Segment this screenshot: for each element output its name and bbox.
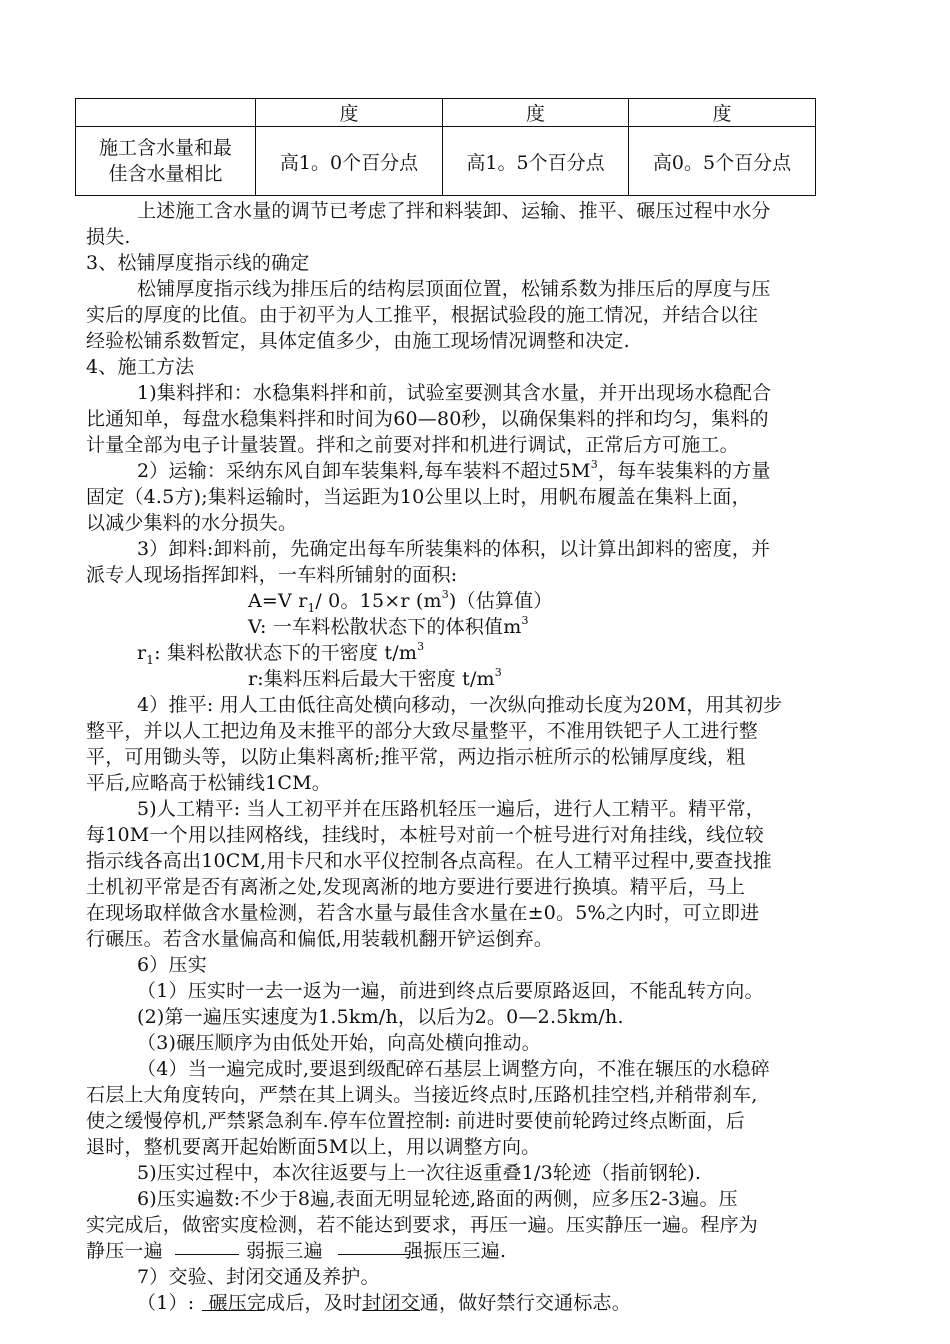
- paragraph-line: （3)碾压顺序为由低处开始，向高处横向推动。: [137, 1032, 541, 1054]
- paragraph-line: 退时，整机要离开起始断面5M以上，用以调整方向。: [86, 1136, 541, 1158]
- superscript: 3: [441, 587, 449, 601]
- paragraph-line: 6)压实遍数:不少于8遍,表面无明显轮迹,路面的两侧，应多压2-3遍。压: [137, 1188, 738, 1210]
- moisture-comparison-table: [75, 98, 816, 196]
- table-cell: 高1。0个百分点: [256, 127, 443, 196]
- paragraph-line: 指示线各高出10CM,用卡尺和水平仪控制各点高程。在人工精平过程中,要查找推: [86, 850, 772, 872]
- paragraph-line: 5)压实过程中，本次往返要与上一次往返重叠1/3轮迹（指前钢轮).: [137, 1162, 702, 1184]
- paragraph-line: [137, 1290, 631, 1316]
- table-header-row: [76, 99, 816, 127]
- table-header-cell: [76, 99, 256, 127]
- text-run: )（估算值）: [448, 590, 553, 612]
- superscript: 3: [494, 665, 502, 679]
- table-header-cell: 度: [443, 99, 629, 127]
- paragraph-line: 整平，并以人工把边角及末推平的部分大致尽量整平，不准用铁钯子人工进行整: [86, 720, 759, 742]
- text-run: 2）运输：采纳东风自卸车装集料,每车装料不超过5M: [137, 460, 591, 482]
- arrow-icon: [338, 1254, 410, 1255]
- row-label-cell: [76, 127, 256, 196]
- formula-line: [248, 588, 553, 614]
- paragraph-line: （1）压实时一去一返为一遍，前进到终点后要原路返回，不能乱转方向。: [137, 980, 764, 1002]
- row-label-line: 施工含水量和最: [98, 137, 232, 159]
- subscript: 1: [146, 652, 155, 667]
- paragraph-line: 石层上大角度转向，严禁在其上调头。当接近终点时,压路机挂空档,并稍带刹车,: [86, 1084, 758, 1106]
- paragraph-line: 损失.: [86, 226, 131, 248]
- formula-line: [248, 666, 502, 692]
- paragraph-line: (2)第一遍压实速度为1.5km/h，以后为2。0—2.5km/h.: [137, 1006, 624, 1028]
- text-run: ，每车装集料的方量: [597, 460, 771, 482]
- text-run: 静压一遍: [86, 1240, 163, 1262]
- text-run: : 集料松散状态下的干密度 t/m: [154, 642, 418, 664]
- paragraph-line: 5)人工精平: 当人工初平并在压路机轻压一遍后，进行人工精平。精平常，: [137, 798, 765, 820]
- row-label-line: 佳含水量相比: [108, 163, 223, 185]
- paragraph-line: 固定（4.5方);集料运输时，当运距为10公里以上时，用帆布履盖在集料上面，: [86, 486, 751, 508]
- section-heading: 4、施工方法: [86, 356, 195, 378]
- table-cell: 高1。5个百分点: [443, 127, 629, 196]
- table-row: [76, 127, 816, 196]
- paragraph-line: 经验松铺系数暂定，具体定值多少，由施工现场情况调整和决定.: [86, 330, 630, 352]
- superscript: 3: [521, 613, 529, 627]
- formula-line: [248, 614, 529, 640]
- table-header-cell: 度: [629, 99, 816, 127]
- text-run: （1）:: [137, 1292, 195, 1314]
- paragraph-line: 平后,应略高于松铺线1CM。: [86, 772, 331, 794]
- paragraph-line: 1)集料拌和：水稳集料拌和前，试验室要测其含水量，并开出现场水稳配合: [137, 382, 772, 404]
- text-run: / 0。15×r (m: [315, 590, 442, 612]
- text-run: 弱振三遍: [246, 1240, 323, 1262]
- paragraph-line: [86, 1238, 507, 1264]
- paragraph-line: 以减少集料的水分损失。: [86, 512, 298, 534]
- text-run: r: [137, 642, 147, 664]
- text-run: A=V r: [248, 590, 308, 612]
- paragraph-line: 使之缓慢停机,严禁紧急刹车.停车位置控制: 前进时要使前轮跨过终点断面，后: [86, 1110, 745, 1132]
- section-heading: 3、松铺厚度指示线的确定: [86, 252, 310, 274]
- superscript: 3: [590, 457, 598, 471]
- text-run: r:集料压料后最大干密度 t/m: [248, 668, 495, 690]
- paragraph-line: 计量全部为电子计量装置。拌和之前要对拌和机进行调试，正常后方可施工。: [86, 434, 739, 456]
- table-header-cell: 度: [256, 99, 443, 127]
- paragraph-line: 平，可用锄头等，以防止集料离析;推平常，两边指示桩所示的松铺厚度线，粗: [86, 746, 746, 768]
- paragraph-line: 实完成后，做密实度检测，若不能达到要求，再压一遍。压实静压一遍。程序为: [86, 1214, 759, 1236]
- subscript: 1: [307, 600, 316, 615]
- paragraph-line: 上述施工含水量的调节已考虑了拌和料装卸、运输、推平、碾压过程中水分: [137, 200, 771, 222]
- paragraph-line: 土机初平常是否有离淅之处,发现离淅的地方要进行要进行换填。精平后，马上: [86, 876, 746, 898]
- text-run: 强振压三遍.: [404, 1240, 507, 1262]
- paragraph-line: 4）推平: 用人工由低往高处横向移动，一次纵向推动长度为20M，用其初步: [137, 694, 783, 716]
- superscript: 3: [417, 639, 425, 653]
- paragraph-line: 在现场取样做含水量检测，若含水量与最佳含水量在±0。5%之内时，可立即进: [86, 902, 760, 924]
- paragraph-line: 派专人现场指挥卸料，一车料所铺射的面积:: [86, 564, 458, 586]
- paragraph-line: 行碾压。若含水量偏高和偏低,用装载机翻开铲运倒弃。: [86, 928, 554, 950]
- paragraph-line: 每10M一个用以挂网格线，挂线时，本桩号对前一个桩号进行对角挂线，线位较: [86, 824, 764, 846]
- paragraph-line: （4）当一遍完成时,要退到级配碎石基层上调整方向，不准在辗压的水稳碎: [137, 1058, 770, 1080]
- table-cell: 高0。5个百分点: [629, 127, 816, 196]
- paragraph-line: 松铺厚度指示线为排压后的结构层顶面位置，松铺系数为排压后的厚度与压: [137, 278, 771, 300]
- formula-line: [137, 640, 424, 666]
- paragraph-line: 实后的厚度的比值。由于初平为人工推平，根据试验段的施工情况，并结合以往: [86, 304, 759, 326]
- paragraph-line: 3）卸料:卸料前，先确定出每车所装集料的体积，以计算出卸料的密度，并: [137, 538, 771, 560]
- text-run: 碾压完成后，及时封闭交通，做好禁行交通标志。: [208, 1292, 631, 1314]
- arrow-icon: [362, 1310, 420, 1311]
- section-heading: 7）交验、封闭交通及养护。: [137, 1266, 380, 1288]
- paragraph-line: 比通知单，每盘水稳集料拌和时间为60—80秒，以确保集料的拌和均匀，集料的: [86, 408, 769, 430]
- text-run: V: 一车料松散状态下的体积值m: [248, 616, 522, 638]
- arrow-icon: [175, 1254, 239, 1255]
- section-heading: 6）压实: [137, 954, 207, 976]
- paragraph-line: [137, 458, 771, 484]
- arrow-icon: [202, 1310, 264, 1311]
